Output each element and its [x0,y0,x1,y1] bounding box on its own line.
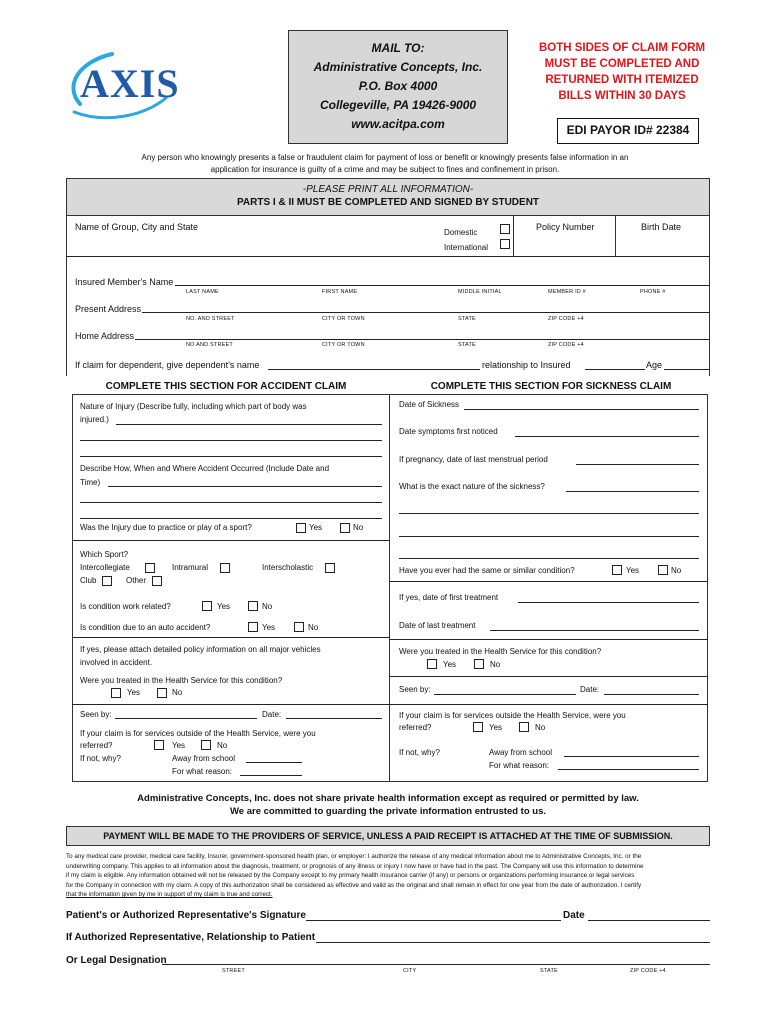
international-checkbox[interactable] [500,239,510,249]
relationship-input[interactable] [585,369,645,370]
auto-yes-label: Yes [262,623,276,632]
accident-box [72,394,390,782]
accident-away-input[interactable] [246,762,302,763]
describe-accident-label: Describe How, When and Where Accident Occurred (Include Date and Time) [80,464,330,487]
similar-divider [390,581,708,582]
auto-divider [72,637,390,638]
legal-designation-input[interactable] [162,964,710,965]
birth-divider [615,216,616,256]
sickness-date-label: Date: [580,685,600,694]
dependent-label: If claim for dependent, give dependent's name [75,360,260,370]
accident-date-label: Date: [262,710,282,719]
relationship-to-patient-input[interactable] [316,942,710,943]
policy-number-label: Policy Number [536,222,595,232]
mail-website: www.acitpa.com [351,117,445,131]
first-treatment-input[interactable] [518,602,699,603]
instructions-bar: -PLEASE PRINT ALL INFORMATION- PARTS I & II MUST BE COMPLETED AND SIGNED BY STUDENT [66,178,710,216]
present-address-input[interactable] [142,312,710,313]
signature-date-label: Date [563,910,585,921]
accident-treated-question: Were you treated in the Health Service for this condition? [80,676,283,685]
sport-no-checkbox[interactable] [340,523,350,533]
mail-to-label: MAIL TO: [371,41,425,55]
similar-yes-label: Yes [626,566,640,575]
similar-condition-question: Have you ever had the same or similar condition? [399,566,575,575]
symptoms-label: Date symptoms first noticed [399,427,498,436]
signature-date-input[interactable] [588,920,710,921]
club-checkbox[interactable] [102,576,112,586]
work-related-question: Is condition work related? [80,602,171,611]
legal-designation-label: Or Legal Designation [66,955,167,966]
home-city-caption: CITY OR TOWN [322,342,365,348]
present-state-caption: STATE [458,316,476,322]
intramural-label: Intramural [172,563,209,572]
sickness-section-title: COMPLETE THIS SECTION FOR SICKNESS CLAIM [430,381,672,392]
sickness-treated-yes-checkbox[interactable] [427,659,437,669]
group-row-line [66,256,710,257]
payment-notice: PAYMENT WILL BE MADE TO THE PROVIDERS OF SERVICE, UNLESS A PAID RECEIPT IS ATTACHED AT THE TIME OF SUBMISSION. [66,826,710,846]
first-treatment-label: If yes, date of first treatment [399,593,499,602]
present-address-label: Present Address [75,304,142,314]
sickness-nature-line-4[interactable] [399,558,699,559]
accident-seen-by-input[interactable] [115,718,257,719]
auto-yes-checkbox[interactable] [248,622,258,632]
sport-yes-checkbox[interactable] [296,523,306,533]
work-yes-label: Yes [217,602,231,611]
axis-logo [66,46,180,126]
birth-date-label: Birth Date [641,222,682,232]
interscholastic-label: Interscholastic [262,563,314,572]
edi-payor-id: EDI PAYOR ID# 22384 [557,118,699,144]
sickness-treated-yes-label: Yes [443,660,457,669]
legal-city-caption: CITY [403,968,417,974]
accident-treated-yes-label: Yes [127,688,141,697]
sickness-referred-label: referred? [399,723,432,732]
mail-po-box: P.O. Box 4000 [358,79,438,93]
sickness-referred-yes-label: Yes [489,723,503,732]
other-checkbox[interactable] [152,576,162,586]
accident-referred-yes-checkbox[interactable] [154,740,164,750]
sickness-seen-by-label: Seen by: [399,685,431,694]
home-street-caption: NO AND STREET [186,342,233,348]
legal-state-caption: STATE [540,968,558,974]
intramural-checkbox[interactable] [220,563,230,573]
sport-divider [72,540,390,541]
domestic-label: Domestic [444,228,478,237]
intercollegiate-label: Intercollegiate [80,563,130,572]
last-name-caption: LAST NAME [186,289,219,295]
signature-label: Patient's or Authorized Representative's Signature [66,910,306,921]
similar-yes-checkbox[interactable] [612,565,622,575]
logo-text: AXIS [80,61,180,106]
sickness-nature-input[interactable] [566,491,699,492]
sickness-for-what-input[interactable] [558,769,699,770]
age-input[interactable] [664,369,710,370]
interscholastic-checkbox[interactable] [325,563,335,573]
member-id-caption: MEMBER ID # [548,289,586,295]
accident-referred-no-label: No [217,741,228,750]
other-label: Other [126,576,147,585]
accident-date-input[interactable] [286,718,382,719]
accident-referred-yes-label: Yes [172,741,186,750]
sickness-if-not-label: If not, why? [399,748,440,757]
phone-caption: PHONE # [640,289,666,295]
auto-accident-question: Is condition due to an auto accident? [80,623,211,632]
sickness-box [390,394,708,782]
accident-away-label: Away from school [172,754,235,763]
sickness-seen-by-input[interactable] [434,694,576,695]
accident-section-title: COMPLETE THIS SECTION FOR ACCIDENT CLAIM [105,381,347,392]
accident-treated-no-label: No [172,688,183,697]
sport-no-label: No [353,523,364,532]
accident-for-what-input[interactable] [240,775,302,776]
sickness-away-input[interactable] [564,756,699,757]
date-of-sickness-label: Date of Sickness [399,400,460,409]
similar-no-label: No [671,566,682,575]
intercollegiate-checkbox[interactable] [145,563,155,573]
home-zip-caption: ZIP CODE +4 [548,342,584,348]
accident-seen-by-label: Seen by: [80,710,112,719]
accident-treated-no-checkbox[interactable] [157,688,167,698]
dependent-name-input[interactable] [268,369,480,370]
present-zip-caption: ZIP CODE +4 [548,316,584,322]
home-state-caption: STATE [458,342,476,348]
describe-line-2[interactable] [80,502,382,503]
pregnancy-label: If pregnancy, date of last menstrual period [399,455,548,464]
similar-no-checkbox[interactable] [658,565,668,575]
home-address-input[interactable] [135,339,710,340]
auto-no-label: No [308,623,319,632]
sport-yes-label: Yes [309,523,323,532]
work-no-label: No [262,602,273,611]
signature-input[interactable] [306,920,561,921]
domestic-checkbox[interactable] [500,224,510,234]
notice-text: BOTH SIDES OF CLAIM FORM MUST BE COMPLETED AND RETURNED WITH ITEMIZED BILLS WITHIN 30 DAYS [538,42,706,102]
work-yes-checkbox[interactable] [202,601,212,611]
treatment-divider [390,639,708,640]
relationship-to-patient-label: If Authorized Representative, Relationship to Patient [66,932,316,943]
nature-line-2[interactable] [80,440,382,441]
sickness-for-what-label: For what reason: [489,761,550,770]
sickness-treated-divider [390,676,708,677]
fraud-warning: Any person who knowingly presents a false or fraudulent claim for payment of loss or benefit or knowingly presents false information in an application for insurance is guilty of a crime and may be subject to fines and confinement in prison. [141,153,629,174]
sickness-treated-no-checkbox[interactable] [474,659,484,669]
sickness-date-input[interactable] [604,694,699,695]
nature-of-injury-label: Nature of Injury (Describe fully, including which part of body was injured.) [80,402,307,424]
sickness-referred-no-label: No [535,723,546,732]
privacy-statement: Administrative Concepts, Inc. does not share private health information except as required or permitted by law. We are committed to guarding the private information entrusted to us. [137,793,639,817]
accident-if-not-label: If not, why? [80,754,121,763]
legal-zip-caption: ZIP CODE +4 [630,968,666,974]
authorization-text: To any medical care provider, medical care facility, Insurer, government-sponsored health plan, or employer: I authorize the release of any medical information about me to Administrative Concepts, Inc. or the underwriting company. This applies to all information about the diagnosis, treatment, or prognosis of any illness or injury I now have or have had in the past. The Company will use this information to determine if my claim is eligible. Any information obtained will not be released by the Company except to my primary health insurance carrier (if any) or persons or organizations performing insurance or legal services for the Company in connection with my claim. A copy of this authorization shall be considered as effective and valid as the original and shall remain in effect for one year from the date of authorization. I certify that the information given by me in support of my claim is true and correct. [66,853,644,899]
auto-no-checkbox[interactable] [294,622,304,632]
mail-to-box [288,30,508,144]
present-street-caption: NO. AND STREET [186,316,235,322]
club-label: Club [80,576,97,585]
present-city-caption: CITY OR TOWN [322,316,365,322]
date-of-sickness-input[interactable] [464,409,699,410]
legal-street-caption: STREET [222,968,245,974]
mail-city: Collegeville, PA 19426-9000 [319,98,477,112]
middle-initial-caption: MIDDLE INITIAL [458,289,502,295]
group-label: Name of Group, City and State [75,222,199,232]
insured-name-input[interactable] [175,285,710,286]
main-form-border [66,216,710,376]
sickness-seen-divider [390,704,708,705]
sickness-treated-question: Were you treated in the Health Service for this condition? [399,647,602,656]
symptoms-input[interactable] [515,436,699,437]
policy-divider [513,216,514,256]
pregnancy-input[interactable] [576,464,699,465]
age-label: Age [646,360,663,370]
last-treatment-label: Date of last treatment [399,621,476,630]
sickness-referred-yes-checkbox[interactable] [473,722,483,732]
home-address-label: Home Address [75,331,135,341]
sickness-nature-line-2[interactable] [399,513,699,514]
last-treatment-input[interactable] [490,630,699,631]
insured-name-label: Insured Member's Name [75,277,174,287]
sickness-nature-label: What is the exact nature of the sickness? [399,482,545,491]
sport-question: Was the Injury due to practice or play of a sport? [80,523,252,532]
sickness-treated-no-label: No [490,660,501,669]
describe-line-1[interactable] [108,486,382,487]
describe-line-3[interactable] [80,518,382,519]
accident-referred-no-checkbox[interactable] [201,740,211,750]
accident-treated-yes-checkbox[interactable] [111,688,121,698]
sickness-nature-line-3[interactable] [399,536,699,537]
nature-line-3[interactable] [80,456,382,457]
international-label: International [444,243,489,252]
mail-company: Administrative Concepts, Inc. [313,60,483,74]
treated-divider [72,704,390,705]
first-name-caption: FIRST NAME [322,289,358,295]
accident-referred-label: referred? [80,741,113,750]
sickness-referred-no-checkbox[interactable] [519,722,529,732]
which-sport-label: Which Sport? [80,550,129,559]
relationship-label: relationship to Insured [482,360,571,370]
sickness-away-label: Away from school [489,748,552,757]
attach-policy-note: If yes, please attach detailed policy information on all major vehicles involved in accident. [80,645,321,667]
work-no-checkbox[interactable] [248,601,258,611]
nature-line-1[interactable] [116,424,382,425]
accident-outside-question: If your claim is for services outside of the Health Service, were you [80,729,316,738]
accident-for-what-label: For what reason: [172,767,233,776]
sickness-outside-question: If your claim is for services outside the Health Service, were you [399,711,626,720]
